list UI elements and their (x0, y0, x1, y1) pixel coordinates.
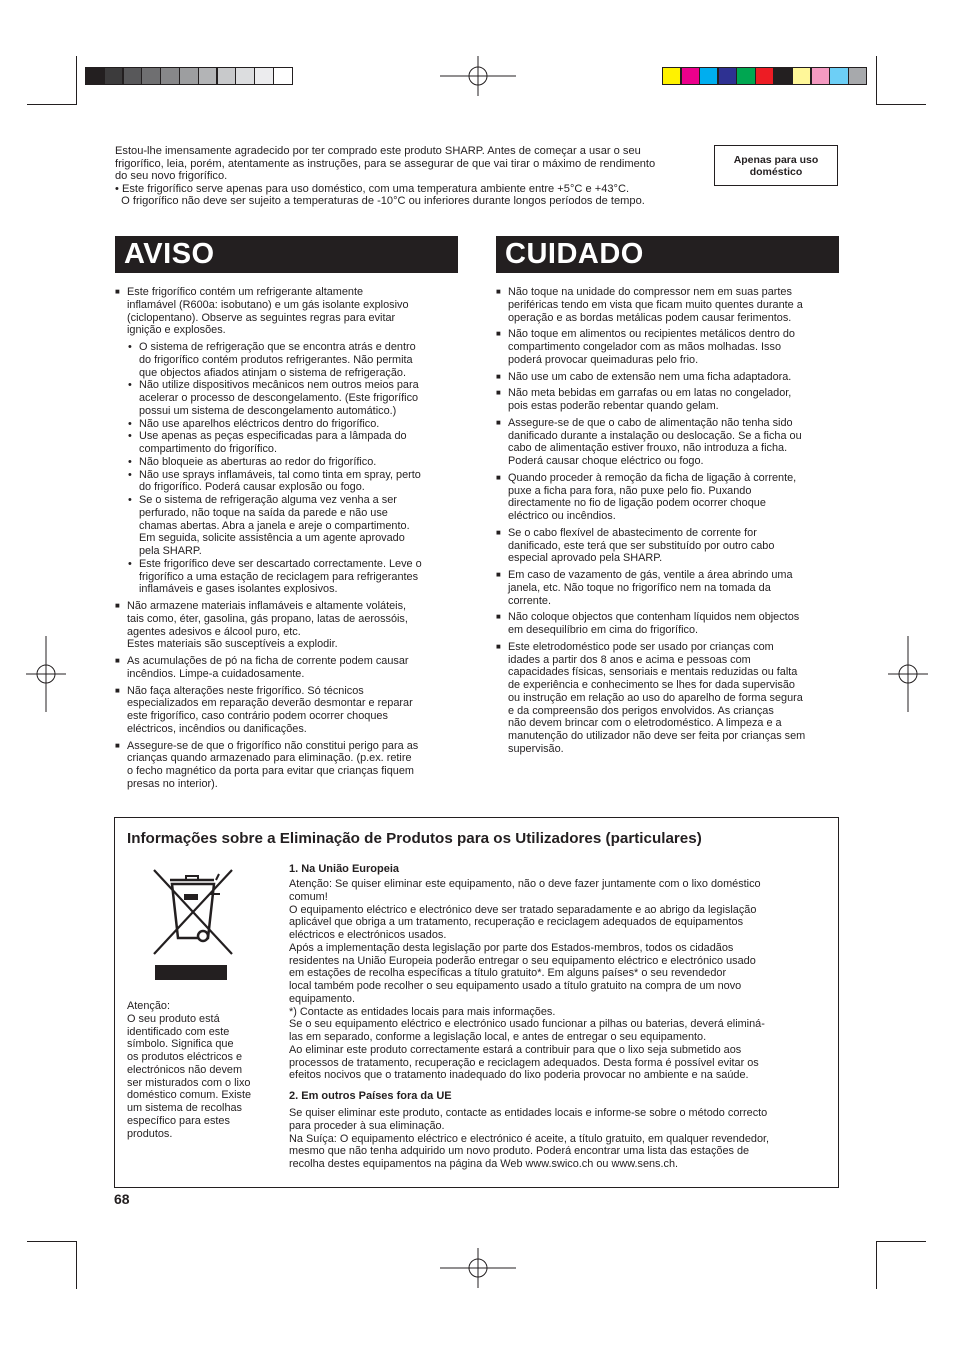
text-line: capacidades físicas, sensoriais e mentais reduzidas ou falta (508, 666, 798, 679)
text-line: • Não use aparelhos eléctricos dentro do frigorífico. (139, 417, 380, 430)
paragraph-line: equipamento. (289, 992, 355, 1005)
paragraph-line: eléctricos e electrónicos usados. (289, 929, 447, 941)
text-line: possui um sistema de descongelamento automático.) (139, 404, 397, 417)
text-line: presas no interior). (127, 777, 218, 790)
text-line: cabo de alimentação estiver frouxo, não introduza a ficha. (508, 442, 788, 455)
text-line: ■ Não armazene materiais inflamáveis e altamente voláteis, (127, 600, 407, 612)
text-line: do frigorífico. Poderá causar explosão ou fogo. (139, 481, 365, 494)
text-line: Poderá causar choque eléctrico ou fogo. (508, 455, 704, 467)
text-line: • O sistema de refrigeração que se encontra atrás e dentro (139, 341, 416, 353)
color-swatch (662, 67, 681, 85)
gray-swatch (273, 67, 293, 85)
color-swatch (848, 67, 867, 85)
text-line: ■ Quando proceder à remoção da ficha de ligação à corrente, (508, 471, 797, 484)
intro-line: • Este frigorífico serve apenas para uso doméstico, com uma temperatura ambiente entre +5°C e +43°C. (115, 182, 630, 195)
paragraph-line: Se quiser eliminar este produto, contacte as entidades locais e informe-se sobre o método correcto (289, 1107, 768, 1119)
text-line: especializados em reparação deverão desmontar e reparar (127, 697, 413, 710)
text-line: • Não use sprays inflamáveis, tal como tinta em spray, perto (139, 468, 421, 481)
crossed-out-wheelie-bin-icon (150, 866, 236, 982)
text-line: puxe a ficha para fora, não puxe pelo fio. Puxando (508, 484, 752, 497)
intro-line: O frigorífico não deve ser sujeito a temperaturas de -10°C ou inferiores durante longos períodos de tempo. (115, 195, 645, 208)
text-line: Estes materiais são susceptíveis a explodir. (127, 638, 338, 651)
aviso-item (115, 600, 460, 651)
text-line: frigorífico a uma estação de reciclagem para refrigerantes (139, 570, 419, 583)
gray-swatch (217, 67, 237, 85)
text-line: perfurado, não toque na saída da parede e não use (139, 506, 388, 519)
text-line: corrente. (508, 594, 551, 607)
aviso-subitem (127, 430, 460, 456)
text-line: de experiência e conhecimento se lhes for dada supervisão (508, 679, 795, 691)
text-line: • Se o sistema de refrigeração alguma vez venha a ser (139, 494, 397, 506)
text-line: poderá provocar queimaduras pelo frio. (508, 353, 699, 366)
aviso-heading: AVISO (115, 236, 458, 273)
paragraph-line: Atenção: Se quiser eliminar este equipamento, não o deve fazer juntamente com o lixo doméstico (289, 878, 761, 890)
text-line: e da compreensão dos perigos envolvidos. As crianças (508, 704, 774, 717)
text-line: em desequilíbrio em cima do frigorífico. (508, 624, 699, 636)
text-line: ■ Não toque em alimentos ou recipientes metálicos dentro do (508, 328, 795, 341)
paragraph-line: mesmo que não tenha adquirido um novo produto. Poderá encontrar uma lista das estações de (289, 1145, 750, 1158)
gray-swatch (254, 67, 274, 85)
cuidado-item (496, 371, 841, 384)
text-line: ■ Não use um cabo de extensão nem uma ficha adaptadora. (508, 370, 792, 383)
paragraph-line: processos de tratamento, recuperação e reciclagem adequados. Desta forma é possível evitar os (289, 1056, 759, 1069)
text-line: acelerar o processo de descongelamento. (Este frigorífico (139, 392, 419, 404)
aviso-subitem (127, 494, 460, 558)
paragraph-line: local também pode recolher o seu equipamento usado a título gratuito na compra de um novo (289, 980, 742, 992)
aviso-sublist (127, 341, 460, 596)
paragraph-line: las em separado, conforme a legislação local, e antes de entregar o seu equipamento. (289, 1031, 707, 1043)
text-line: o fecho magnético da porta para evitar que crianças fiquem (127, 765, 414, 777)
intro-line: do seu novo frigorífico. (115, 170, 228, 183)
caption-line: produtos. (127, 1127, 173, 1140)
cuidado-list (496, 286, 841, 756)
color-swatch (718, 67, 737, 85)
cuidado-item (496, 387, 841, 413)
caption-line: um sistema de recolhas (127, 1102, 243, 1114)
section-body-eu (289, 878, 829, 1082)
paragraph-line: comum! (289, 890, 328, 903)
text-line: operação e as bordas metálicas podem causar ferimentos. (508, 311, 792, 324)
text-line: compartimento do frigorífico. (139, 443, 278, 455)
registration-mark-bottom (440, 1248, 516, 1288)
text-line: danificado durante a instalação ou deslocação. Se a ficha ou (508, 429, 802, 442)
intro-line: frigorífico, leia, porém, atentamente as instruções, para se assegurar de que vai tirar o máximo de rendimento (115, 157, 656, 170)
aviso-subitem (127, 558, 460, 596)
paragraph-line: Na Suíça: O equipamento eléctrico e electrónico é aceite, a título gratuito, em qualquer revendedor, (289, 1132, 770, 1145)
text-line: • Não utilize dispositivos mecânicos nem outros meios para (139, 379, 419, 392)
gray-swatch (235, 67, 255, 85)
color-swatch (829, 67, 848, 85)
color-swatch (811, 67, 830, 85)
aviso-subitem (127, 341, 460, 379)
intro-text (115, 145, 715, 208)
color-swatch (699, 67, 718, 85)
cuidado-item (496, 569, 841, 607)
text-line: chamas abertas. Abra a janela e areje o compartimento. (139, 519, 410, 532)
text-line: incêndios. Limpe-a cuidadosamente. (127, 667, 305, 680)
gray-swatch (104, 67, 124, 85)
text-line: • Não bloqueie as aberturas ao redor do frigorífico. (139, 455, 377, 468)
disposal-info-text (289, 862, 829, 1171)
caption-line: O seu produto está (127, 1012, 220, 1025)
text-line: eléctricos, incêndios ou danificações. (127, 722, 307, 735)
gray-swatch (179, 67, 199, 85)
aviso-subitem (127, 418, 460, 431)
registration-mark-left (26, 636, 66, 712)
disposal-info-title: Informações sobre a Eliminação de Produtos para os Utilizadores (particulares) (127, 830, 702, 847)
section-heading-non-eu: 2. Em outros Países fora da UE (289, 1090, 452, 1102)
text-line: este frigorífico, caso contrário podem ocorrer choques (127, 710, 388, 722)
text-line: periféricas tendo em vista que ficam muito quentes durante a (508, 298, 803, 311)
aviso-item (115, 655, 460, 681)
text-line: crianças quando armazenado para eliminação. (p.ex. retire (127, 752, 412, 765)
text-line: agentes adesivos e álcool puro, etc. (127, 625, 301, 638)
aviso-list (115, 600, 460, 791)
text-line: que objectos afiados atinjam o sistema de refrigeração. (139, 366, 406, 379)
color-swatch (736, 67, 755, 85)
paragraph-line: em estações de recolha específicas a título gratuito*. Em alguns países* o seu revendedor (289, 967, 727, 980)
text-line: idades a partir dos 8 anos e acima e pessoas com (508, 653, 751, 666)
registration-mark-top (440, 56, 516, 96)
cuidado-column (496, 286, 841, 760)
paragraph-line: residentes na União Europeia poderão entregar o seu equipamento eléctrico e electrónico usado (289, 954, 756, 967)
gray-swatch (160, 67, 180, 85)
caption-line: doméstico comum. Existe (127, 1089, 252, 1102)
text-line: compartimento congelador com as mãos molhadas. Isso (508, 341, 781, 353)
cuidado-item (496, 286, 841, 324)
text-line: eléctrico ou incêndios. (508, 510, 616, 522)
text-line: directamente no fio de ligação podem ocorrer choque (508, 497, 766, 510)
text-line: ■ Assegure-se de que o frigorífico não constitui perigo para as (127, 739, 419, 752)
gray-swatch (85, 67, 105, 85)
text-line: ■ As acumulações de pó na ficha de corrente podem causar (127, 655, 409, 667)
text-line: não devem brincar com o eletrodoméstico. A limpeza e a (508, 717, 782, 730)
aviso-column (115, 286, 460, 795)
gray-swatch (123, 67, 143, 85)
text-line: especial aprovado pela SHARP. (508, 552, 663, 565)
text-line: janela, etc. Não toque no frigorífico nem na tomada da (508, 581, 771, 594)
color-swatch (755, 67, 774, 85)
text-line: manutenção do utilizador não deve ser feita por crianças sem (508, 730, 806, 742)
text-line: ■ Não toque na unidade do compressor nem em suas partes (508, 286, 792, 298)
aviso-subitem (127, 379, 460, 417)
paragraph-line: Após a implementação desta legislação por parte dos Estados-membros, todos os cidadãos (289, 941, 734, 954)
aviso-subitem (127, 469, 460, 495)
caption-line: símbolo. Significa que (127, 1038, 234, 1051)
text-line: ■ Em caso de vazamento de gás, ventile a área abrindo uma (508, 569, 793, 581)
text-line: • Este frigorífico deve ser descartado correctamente. Leve o (139, 557, 422, 570)
text-line: ■ Não coloque objectos que contenham líquidos nem objectos (508, 611, 800, 624)
disposal-symbol-caption (127, 1000, 277, 1140)
text-line: ■ Se o cabo flexível de abastecimento de corrente for (508, 526, 757, 539)
text-line: ou instrução em relação ao uso do aparelho de forma segura (508, 691, 803, 704)
text-line: ■ Este eletrodoméstico pode ser usado por crianças com (508, 640, 774, 653)
section-heading-eu: 1. Na União Europeia (289, 863, 400, 875)
text-line: ■ Não faça alterações neste frigorífico. Só técnicos (127, 684, 364, 697)
color-swatch (774, 67, 793, 85)
paragraph-line: O equipamento eléctrico e electrónico deve ser tratado separadamente e ao abrigo da legislação (289, 903, 757, 916)
intro-line: Estou-lhe imensamente agradecido por ter comprado este produto SHARP. Antes de começar a usar o seu (115, 145, 641, 157)
gray-swatch (198, 67, 218, 85)
domestic-use-box (714, 145, 838, 186)
text-line: danificado, este terá que ser substituído por outro cabo (508, 539, 775, 552)
caption-line: específico para estes (127, 1114, 230, 1127)
text-line: tais como, éter, gasolina, gás propano, latas de aerossóis, (127, 612, 408, 625)
aviso-item (115, 685, 460, 736)
color-swatch (792, 67, 811, 85)
caption-line: ser misturados com o lixo (127, 1076, 251, 1089)
text-line: ■ Assegure-se de que o cabo de alimentação não tenha sido (508, 416, 793, 429)
color-swatch (681, 67, 700, 85)
text-line: pois estas poderão rebentar quando gelam. (508, 400, 719, 412)
cuidado-heading: CUIDADO (496, 236, 839, 273)
paragraph-line: para proceder à sua eliminação. (289, 1119, 445, 1132)
aviso-item (115, 740, 460, 791)
aviso-subitem (127, 456, 460, 469)
page-number: 68 (114, 1191, 130, 1207)
cuidado-item (496, 417, 841, 468)
text-line: Em seguida, solicite assistência a um agente aprovado (139, 532, 405, 545)
gray-swatch (141, 67, 161, 85)
paragraph-line: Ao eliminar este produto correctamente estará a contribuir para que o lixo seja submetido aos (289, 1043, 742, 1056)
domestic-use-line: Apenas para uso (733, 153, 819, 166)
cuidado-item (496, 472, 841, 523)
paragraph-line: *) Contacte as entidades locais para mais informações. (289, 1005, 556, 1018)
paragraph-line: efeitos nocivos que o tratamento inadequado do lixo poderia provocar no ambiente e na saúde. (289, 1069, 749, 1082)
cuidado-item (496, 527, 841, 565)
text-line: pela SHARP. (139, 545, 202, 557)
caption-line: Atenção: (127, 1000, 170, 1012)
caption-line: identificado com este (127, 1025, 230, 1038)
text-line: do frigorífico contém produtos refrigerantes. Não permita (139, 353, 413, 366)
cuidado-item (496, 641, 841, 756)
caption-line: electrónicos não devem (127, 1063, 243, 1076)
paragraph-line: aplicável que obriga a um tratamento, recuperação e reciclagem adequados de equipamentos (289, 916, 744, 929)
text-line: ■ Não meta bebidas em garrafas ou em latas no congelador, (508, 387, 792, 400)
cuidado-item (496, 328, 841, 366)
domestic-use-line: doméstico (749, 165, 803, 178)
caption-line: os produtos eléctricos e (127, 1051, 243, 1063)
text-line: supervisão. (508, 742, 564, 755)
cuidado-item (496, 611, 841, 637)
aviso-item: ■ Este frigorífico contém um refrigerante altamente inflamável (R600a: isobutano) e um gás isolante explosivo (ciclopentano). Observe as seguintes regras para evitar ignição e explosões. • O sistema de refrigeração que se encontra atrás e dentro do frigorífico contém produtos refrigerantes. Não permita que objectos afiados atinjam o sistema de refrigeração. • Não utilize dispositivos mecânicos nem outros meios para acelerar o processo de descongelamento. (Este frigorífico possui um sistema de descongelamento automático.) • Não use aparelhos eléctricos dentro do frigorífico. • Use apenas as peças especificadas para a lâmpada do compartimento do frigorífico. • Não bloqueie as aberturas ao redor do frigorífico. • Não use sprays inflamáveis, tal como tinta em spray, perto do frigorífico. Poderá causar explosão ou fogo. • Se o sistema de refrigeração alguma vez venha a ser perfurado, não toque na saída da parede e não use chamas abertas. Abra a janela e areje o compartimento. Em seguida, solicite assistência a um agente aprovado pela SHARP. • Este frigorífico deve ser descartado correctamente. Leve o frigorífico a uma estação de reciclagem para refrigerantes inflamáveis e gases isolantes explosivos. (115, 286, 460, 596)
text-line: • Use apenas as peças especificadas para a lâmpada do (139, 430, 407, 443)
paragraph-line: Se o seu equipamento eléctrico e electrónico usado funcionar a pilhas ou baterias, deverá eliminá- (289, 1018, 765, 1031)
paragraph-line: recolha destes equipamentos na página da Web www.swico.ch ou www.sens.ch. (289, 1158, 679, 1170)
text-line: inflamáveis e gases isolantes explosivos. (139, 583, 338, 596)
registration-mark-right (888, 636, 928, 712)
section-body-non-eu (289, 1107, 829, 1171)
